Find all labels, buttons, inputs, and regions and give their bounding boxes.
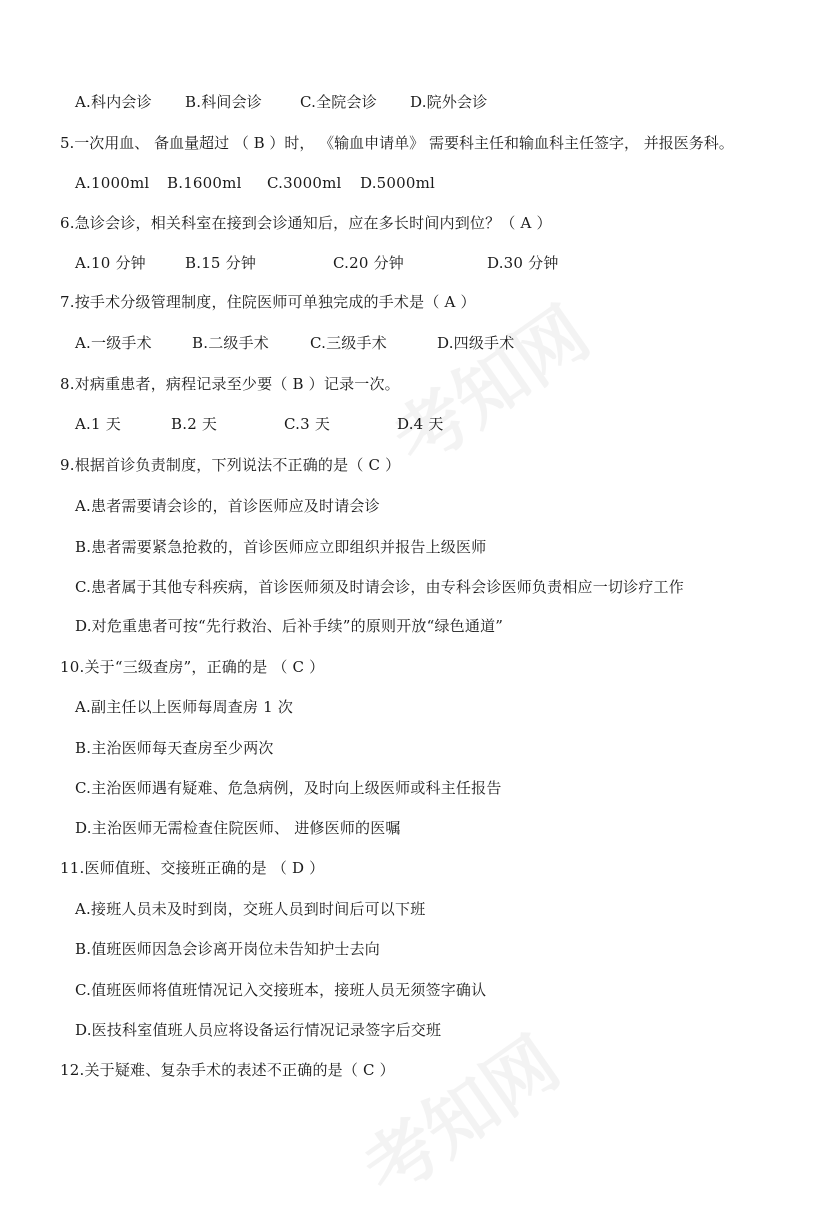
- option: A.副主任以上医师每周查房 1 次: [75, 698, 294, 716]
- option: C.3000ml: [267, 174, 342, 192]
- option: A.1000ml: [75, 174, 150, 192]
- option: D.30 分钟: [487, 254, 559, 272]
- option: A.10 分钟: [75, 254, 146, 272]
- option: B.1600ml: [167, 174, 242, 192]
- question-7: 7.按手术分级管理制度，住院医师可单独完成的手术是（ A ）: [60, 293, 476, 311]
- option: B.值班医师因急会诊离开岗位未告知护士去向: [75, 940, 380, 958]
- option: D.4 天: [397, 415, 444, 433]
- option: B.科间会诊: [185, 93, 262, 111]
- option: B.患者需要紧急抢救的，首诊医师应立即组织并报告上级医师: [75, 538, 487, 556]
- option: B.主治医师每天查房至少两次: [75, 739, 274, 757]
- option: D.主治医师无需检查住院医师、 进修医师的医嘱: [75, 819, 401, 837]
- option: B.二级手术: [192, 334, 269, 352]
- option: D.院外会诊: [410, 93, 488, 111]
- option: C.主治医师遇有疑难、危急病例，及时向上级医师或科主任报告: [75, 779, 502, 797]
- option: C.三级手术: [310, 334, 387, 352]
- option: C.全院会诊: [300, 93, 377, 111]
- option: C.20 分钟: [333, 254, 404, 272]
- option: A.1 天: [75, 415, 121, 433]
- option: D.对危重患者可按“先行救治、后补手续”的原则开放“绿色通道”: [75, 617, 504, 635]
- question-10: 10.关于“三级查房”，正确的是 （ C ）: [60, 658, 325, 676]
- option: C.3 天: [284, 415, 331, 433]
- option: D.5000ml: [360, 174, 436, 192]
- option: B.2 天: [171, 415, 218, 433]
- option: D.医技科室值班人员应将设备运行情况记录签字后交班: [75, 1021, 442, 1039]
- question-6: 6.急诊会诊，相关科室在接到会诊通知后，应在多长时间内到位？（ A ）: [60, 214, 552, 232]
- option: A.患者需要请会诊的，首诊医师应及时请会诊: [75, 497, 380, 515]
- option: B.15 分钟: [185, 254, 257, 272]
- option: A.接班人员未及时到岗，交班人员到时间后可以下班: [75, 900, 426, 918]
- option: D.四级手术: [437, 334, 515, 352]
- option: A.一级手术: [75, 334, 152, 352]
- option: A.科内会诊: [75, 93, 152, 111]
- question-5: 5.一次用血、 备血量超过 （ B ）时， 《输血申请单》 需要科主任和输血科主任签字， 并报医务科。: [60, 134, 734, 152]
- option: C.值班医师将值班情况记入交接班本，接班人员无须签字确认: [75, 981, 487, 999]
- question-8: 8.对病重患者，病程记录至少要（ B ）记录一次。: [60, 375, 400, 393]
- question-11: 11.医师值班、交接班正确的是 （ D ）: [60, 859, 325, 877]
- question-12: 12.关于疑难、复杂手术的表述不正确的是（ C ）: [60, 1061, 395, 1079]
- option: C.患者属于其他专科疾病，首诊医师须及时请会诊，由专科会诊医师负责相应一切诊疗工作: [75, 578, 684, 596]
- question-9: 9.根据首诊负责制度，下列说法不正确的是（ C ）: [60, 456, 401, 474]
